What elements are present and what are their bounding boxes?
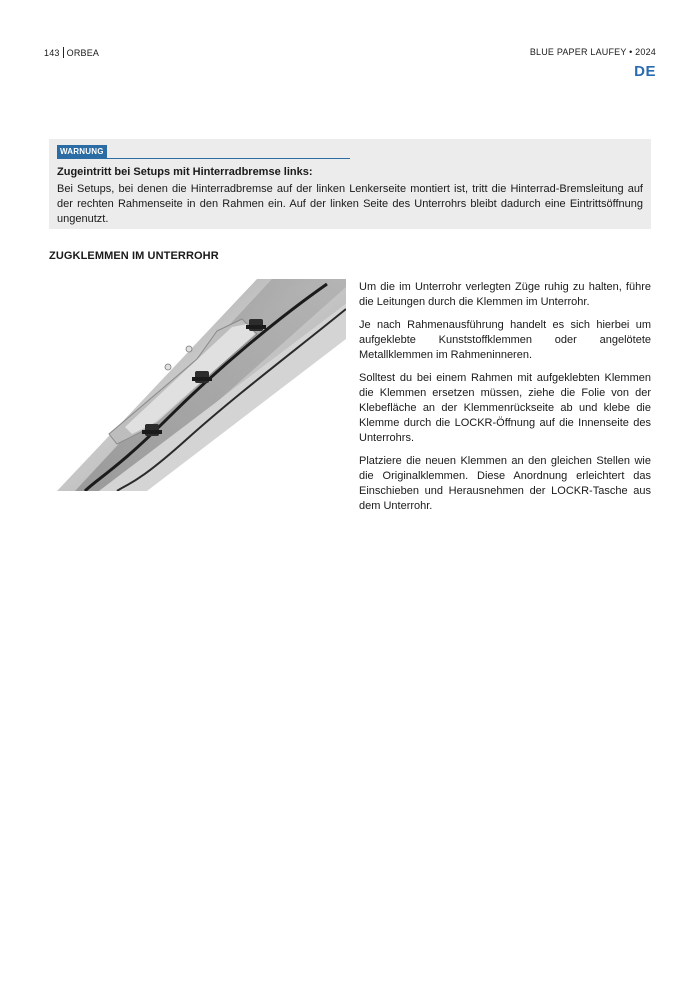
section-body xyxy=(359,280,651,522)
document-title: BLUE PAPER LAUFEY • 2024 xyxy=(529,47,656,57)
language-code: DE xyxy=(634,63,656,80)
warning-title: Zugeintritt bei Setups mit Hinterradbremse links: xyxy=(57,166,313,178)
brand-name: ORBEA xyxy=(66,47,100,58)
paragraph: Um die im Unterrohr verlegten Züge ruhig zu halten, führe die Leitungen durch die Klemmen im Unterrohr. xyxy=(359,281,651,308)
page-header-left xyxy=(44,47,99,58)
warning-rule xyxy=(57,158,350,159)
warning-box xyxy=(49,139,651,229)
header-divider xyxy=(63,47,64,58)
page-number: 143 xyxy=(44,47,60,58)
paragraph: Platziere die neuen Klemmen an den gleichen Stellen wie die Originalklemmen. Diese Anordnung erleichtert das Einschieben und Herausnehmen der LOCKR-Tasche aus dem Unterrohr. xyxy=(359,455,651,512)
paragraph: Je nach Rahmenausführung handelt es sich hierbei um aufgeklebte Kunststoffklemmen oder angelötete Metallklemmen im Rahmeninneren. xyxy=(359,319,651,361)
paragraph: Solltest du bei einem Rahmen mit aufgeklebten Klemmen die Klemmen ersetzen müssen, ziehe die Folie von der Klebefläche an der Klemmenrückseite ab und klebe die Klemme durch die LOCKR-Öffnung auf die Innenseite des Unterrohrs. xyxy=(359,372,651,444)
downtube-clamps-image xyxy=(57,279,346,491)
section-title: ZUGKLEMMEN IM UNTERROHR xyxy=(49,250,219,262)
warning-text: Bei Setups, bei denen die Hinterradbremse auf der linken Lenkerseite montiert ist, tritt die Hinterrad-Bremsleitung auf der rechten Rahmenseite in den Rahmen ein. Auf der linken Seite des Unterrohrs bleibt dadurch eine Eintrittsöffnung ungenutzt. xyxy=(57,183,643,225)
warning-tag: WARNUNG xyxy=(57,145,107,158)
